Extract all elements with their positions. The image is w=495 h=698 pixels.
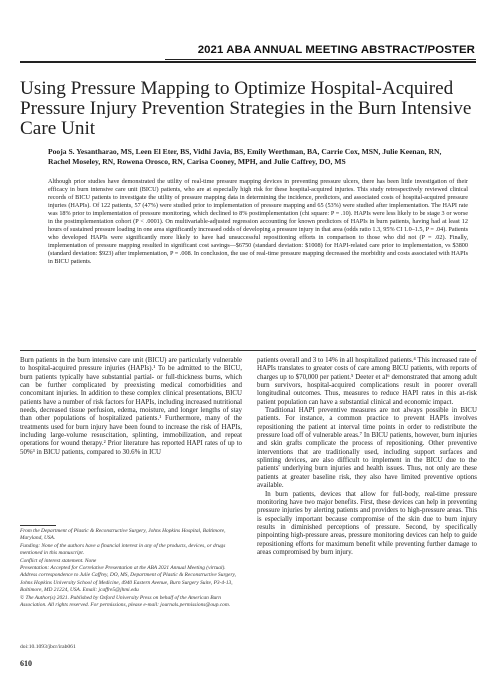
- abstract: Although prior studies have demonstrated the utility of real-time pressure mapping devices in preventing pressure ulcers, there has been little investigation of their efficacy in burn intensive care unit (BICU) patients, who are at especially high risk for these hospital-acquired injuries. This study retrospectively reviewed clinical records of BICU patients to investigate the utility of pressure mapping data in determining the incidence, predictors, and associated costs of hospital-acquired pressure injuries (HAPIs). Of 122 patients, 57 (47%) were studied prior to implementation of pressure mapping and 65 (53%) were studied after implementation. The HAPI rate was 18% prior to implementation of pressure monitoring, which declined to 8% postimplementation (chi square: P = .10). HAPIs were less likely to be stage 3 or worse in the postimplementation cohort (P < .0001). On multivariable-adjusted regression accounting for known predictors of HAPIs in burn patients, having had at least 12 hours of sustained pressure loading in one area significantly increased odds of developing a pressure injury in that area (odds ratio 1.3, 95% CI 1.0–1.5, P = .04). Patients who developed HAPIs were significantly more likely to have had unsuccessful repositioning efforts in comparison to those who did not (P = .02). Finally, implementation of pressure mapping resulted in significant cost savings—$6750 (standard deviation: $1008) for HAPI-related care prior to implementation, vs $3800 (standard deviation: $923) after implementation, P = .008. In conclusion, the use of real-time pressure mapping decreased the morbidity and costs associated with HAPIs in BICU patients.: [48, 178, 468, 265]
- page-number: 610: [20, 659, 32, 668]
- conflict-note: Conflict of interest statement. None: [20, 557, 97, 564]
- body-paragraph: patients overall and 3 to 14% in all hospitalized patients.⁴ This increased rate of HAPIs translates to greater costs of care among BICU patients, with reports of charges up to $70,000 per patient.⁵ Deeter et al⁶ demonstrated that among adult burn survivors, hospital-acquired complications result in poorer overall longitudinal outcomes. Thus, measures to reduce HAPI rates in this at-risk patient population can have a substantial clinical and economic impact.: [257, 357, 477, 406]
- footnote-rule: [20, 525, 56, 526]
- body-paragraph: In burn patients, devices that allow for full-body, real-time pressure monitoring have two major benefits. First, these devices can help in preventing pressure injuries by alerting patients and providers to high-pressure areas. This is especially important because compromise of the skin due to burn injury results in diminished perceptions of pressure. Second, by specifically pinpointing high-pressure areas, pressure monitoring devices can help to guide repositioning efforts for maximum benefit while preventing further damage to areas compromised by burn injury.: [257, 490, 477, 556]
- author-list: Pooja S. Yesantharao, MS, Leen El Eter, BS, Vidhi Javia, BS, Emily Werthman, BA, Carrie Cox, MSN, Julie Keenan, RN, Rachel Moseley, RN, Rowena Orosco, RN, Carisa Cooney, MPH, and Julie Caffrey, DO, MS: [48, 147, 442, 166]
- header-rule: [165, 59, 476, 60]
- body-column-right: [257, 357, 477, 557]
- header-divider: [20, 61, 476, 63]
- footnotes: [20, 528, 242, 609]
- journal-section-header: 2021 ABA ANNUAL MEETING ABSTRACT/POSTER: [197, 44, 475, 56]
- affiliation-note: From the Department of Plastic & Reconstructive Surgery, Johns Hopkins Hospital, Baltimore, Maryland, USA.: [20, 528, 226, 542]
- section-divider: [20, 350, 476, 351]
- doi: doi:10.1093/jbcr/irab061: [20, 644, 76, 650]
- copyright-note: © The Author(s) 2021. Published by Oxford University Press on behalf of the American Burn Association. All rights reserved. For permissions, please e-mail: journals.permissions@oup.com.: [20, 594, 231, 609]
- funding-note: Funding: None of the authors have a financial interest in any of the products, devices, or drugs mentioned in this manuscript.: [20, 542, 226, 557]
- correspondence-note: Address correspondence to Julie Caffrey, DO, MS, Department of Plastic & Reconstructive Surgery, Johns Hopkins University School of Medicine, 4940 Eastern Avenue, Burn Surgery Suite, P3-4-13, Baltimore, MD 21224, USA. Email: jcaffre5@jhmi.edu: [20, 572, 236, 594]
- presentation-note: Presentation: Accepted for Correlative Presentation at the ABA 2021 Annual Meeting (virtual).: [20, 565, 226, 572]
- body-paragraph: Traditional HAPI preventive measures are not always possible in BICU patients. For instance, a common practice to prevent HAPIs involves repositioning the patient at interval time points in order to redistribute the pressure load off of vulnerable areas.⁷ In BICU patients, however, burn injuries and skin grafts complicate the process of repositioning. Other preventive interventions that are traditionally used, including support surfaces and splinting devices, are also difficult to implement in the BICU due to the patients' underlying burn injuries and health issues. Thus, not only are these patients at greater baseline risk, they also have limited preventive options available.: [257, 407, 477, 490]
- article-title: Using Pressure Mapping to Optimize Hospital-Acquired Pressure Injury Prevention Strategies in the Burn Intensive Care Unit: [20, 78, 472, 139]
- body-column-left: [20, 357, 242, 457]
- body-paragraph: Burn patients in the burn intensive care unit (BICU) are particularly vulnerable to hospital-acquired pressure injuries (HAPIs).¹ To be admitted to the BICU, burn patients typically have substantial partial- or full-thickness burns, which can be further complicated by preexisting medical comorbidities and concomitant injuries. In addition to these complex clinical presentations, BICU patients have a number of risk factors for HAPIs, including increased nutritional needs, decreased tissue perfusion, edema, moisture, and longer lengths of stay than other populations of hospitalized patients.¹ Furthermore, many of the treatments used for burn injury have been found to increase the risk of HAPIs, including large-volume resuscitation, splinting, immobilization, and repeat operations for wound therapy.² Prior literature has reported HAPI rates of up to 50%³ in BICU patients, compared to 30.6% in ICU: [20, 357, 242, 456]
